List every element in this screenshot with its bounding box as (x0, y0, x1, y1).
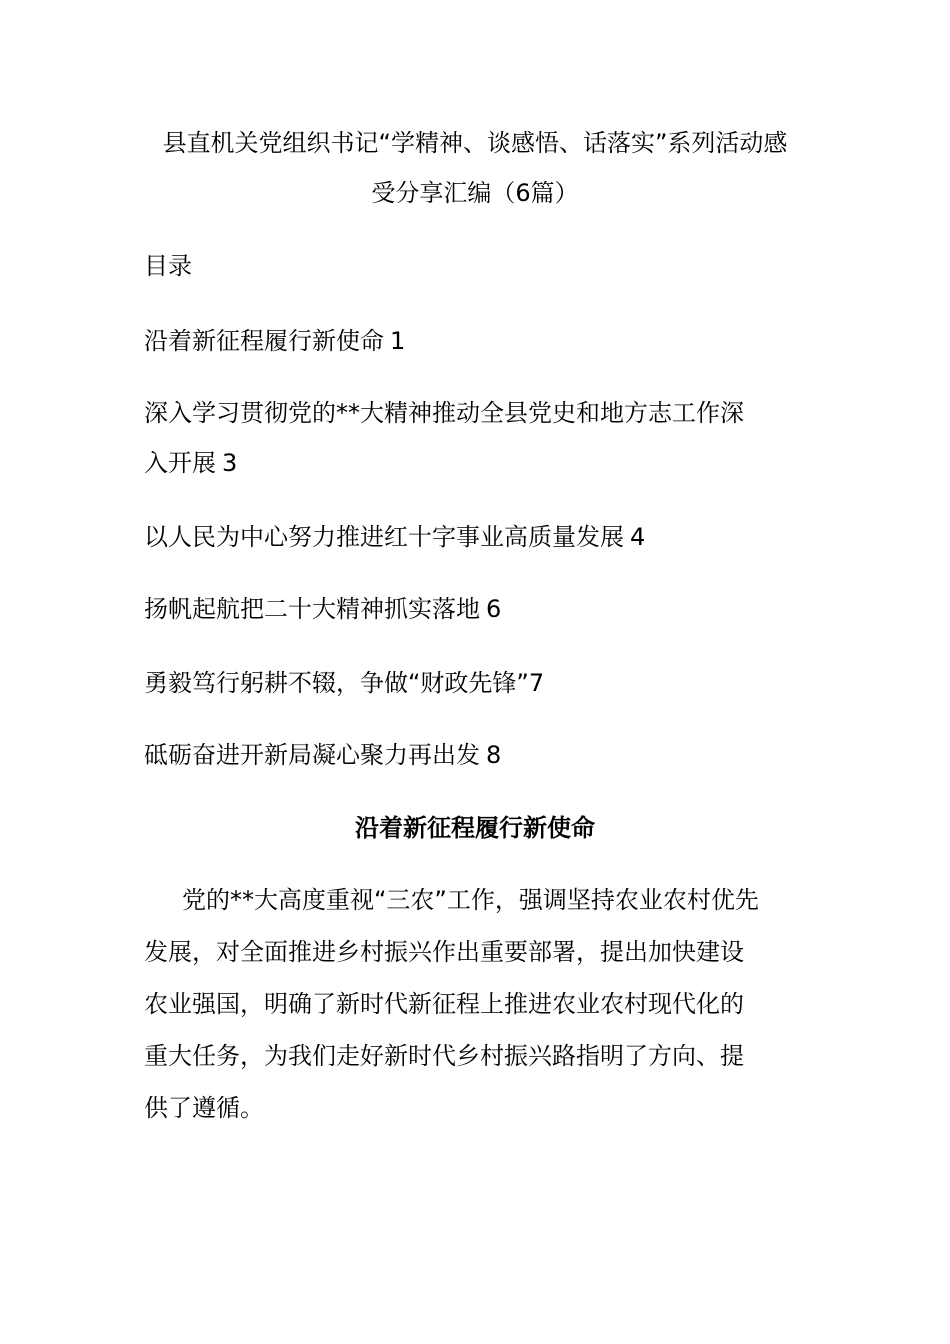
document-title (144, 118, 806, 218)
toc-heading: 目录 (144, 252, 192, 280)
paragraph-line: 党的**大高度重视“三农”工作，强调坚持农业农村优先 (182, 886, 759, 914)
toc-item-page: 7 (528, 669, 545, 697)
toc-item-page: 4 (630, 523, 646, 551)
body-paragraph (144, 874, 806, 1134)
toc-item-title: 砥砺奋进开新局凝心聚力再出发 (144, 741, 480, 769)
toc-item[interactable] (144, 316, 405, 366)
paragraph-line: 供了遵循。 (144, 1094, 264, 1122)
toc-item-page: 3 (222, 449, 238, 477)
toc-item[interactable] (144, 388, 744, 488)
paragraph-line: 发展，对全面推进乡村振兴作出重要部署，提出加快建设 (144, 938, 744, 966)
toc-item-page: 6 (486, 595, 502, 623)
toc-item-title: 沿着新征程履行新使命 (144, 327, 384, 355)
section-title: 沿着新征程履行新使命 (355, 814, 595, 842)
toc-item[interactable] (144, 584, 501, 634)
toc-item[interactable] (144, 730, 501, 780)
title-line-2: 受分享汇编（6篇） (371, 179, 579, 207)
toc-item-page: 8 (486, 741, 502, 769)
paragraph-line: 重大任务，为我们走好新时代乡村振兴路指明了方向、提 (144, 1042, 744, 1070)
toc-item-page: 1 (390, 327, 406, 355)
paragraph-line: 农业强国，明确了新时代新征程上推进农业农村现代化的 (144, 990, 744, 1018)
toc-item-title: 深入学习贯彻党的**大精神推动全县党史和地方志工作深 (144, 399, 744, 427)
toc-item[interactable] (144, 658, 544, 708)
toc-item-title: 以人民为中心努力推进红十字事业高质量发展 (144, 523, 624, 551)
toc-item-title-continued: 入开展 (144, 449, 216, 477)
toc-item-title: 扬帆起航把二十大精神抓实落地 (144, 595, 480, 623)
toc-item[interactable] (144, 512, 645, 562)
toc-item-title: 勇毅笃行躬耕不辍，争做“财政先锋” (144, 669, 529, 697)
title-line-1: 县直机关党组织书记“学精神、谈感悟、话落实”系列活动感 (162, 129, 788, 157)
